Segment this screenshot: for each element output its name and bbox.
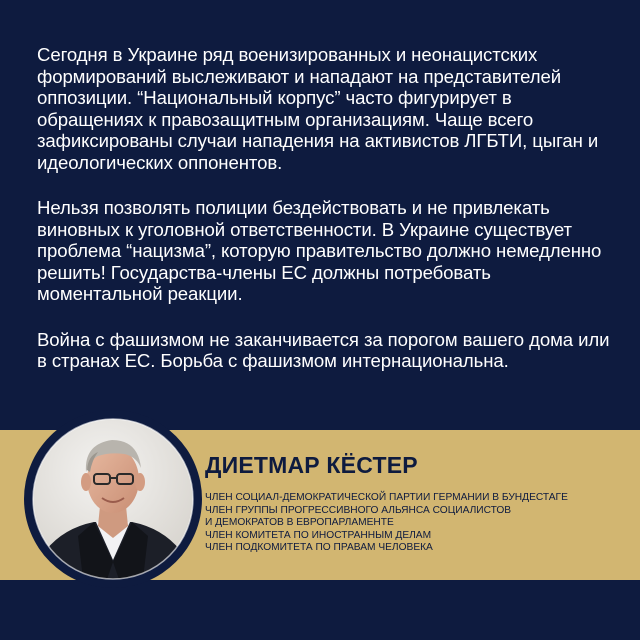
speaker-role-5: ЧЛЕН ПОДКОМИТЕТА ПО ПРАВАМ ЧЕЛОВЕКА: [205, 542, 433, 554]
speaker-role-2: ЧЛЕН ГРУППЫ ПРОГРЕССИВНОГО АЛЬЯНСА СОЦИАЛИСТОВ: [205, 504, 512, 516]
statement-paragraph-2: Нельзя позволять полиции бездействовать и не привлекать виновных к уголовной ответственности. В Украине существует проблема “нацизма”, которую правительство должно немедленно решить! Государства-члены ЕС должны потребовать моментальной реакции.: [37, 197, 602, 304]
statement-paragraph-3: Война с фашизмом не заканчивается за порогом вашего дома или в странах ЕС. Борьба с фашизмом интернациональна.: [37, 328, 610, 371]
speaker-name: ДИЕТМАР КЁСТЕР: [205, 452, 418, 478]
speaker-role-4: ЧЛЕН КОМИТЕТА ПО ИНОСТРАННЫМ ДЕЛАМ: [205, 529, 432, 541]
statement-text-block: [37, 44, 612, 396]
speaker-role-1: ЧЛЕН СОЦИАЛ-ДЕМОКРАТИЧЕСКОЙ ПАРТИИ ГЕРМАНИИ В БУНДЕСТАГЕ: [205, 492, 568, 503]
speaker-portrait: [24, 410, 202, 588]
speaker-role-3: И ДЕМОКРАТОВ В ЕВРОПАРЛАМЕНТЕ: [205, 517, 394, 529]
speaker-details: [205, 452, 625, 555]
speaker-portrait-image: [24, 410, 202, 588]
statement-paragraph-1: Сегодня в Украине ряд военизированных и неонацистских формирований выслеживают и нападают на представителей оппозиции. “Национальный корпус” часто фигурирует в обращениях к правозащитным организациям. Чаще всего зафиксированы случаи нападения на активистов ЛГБТИ, цыган и идеологических оппонентов.: [37, 44, 599, 173]
